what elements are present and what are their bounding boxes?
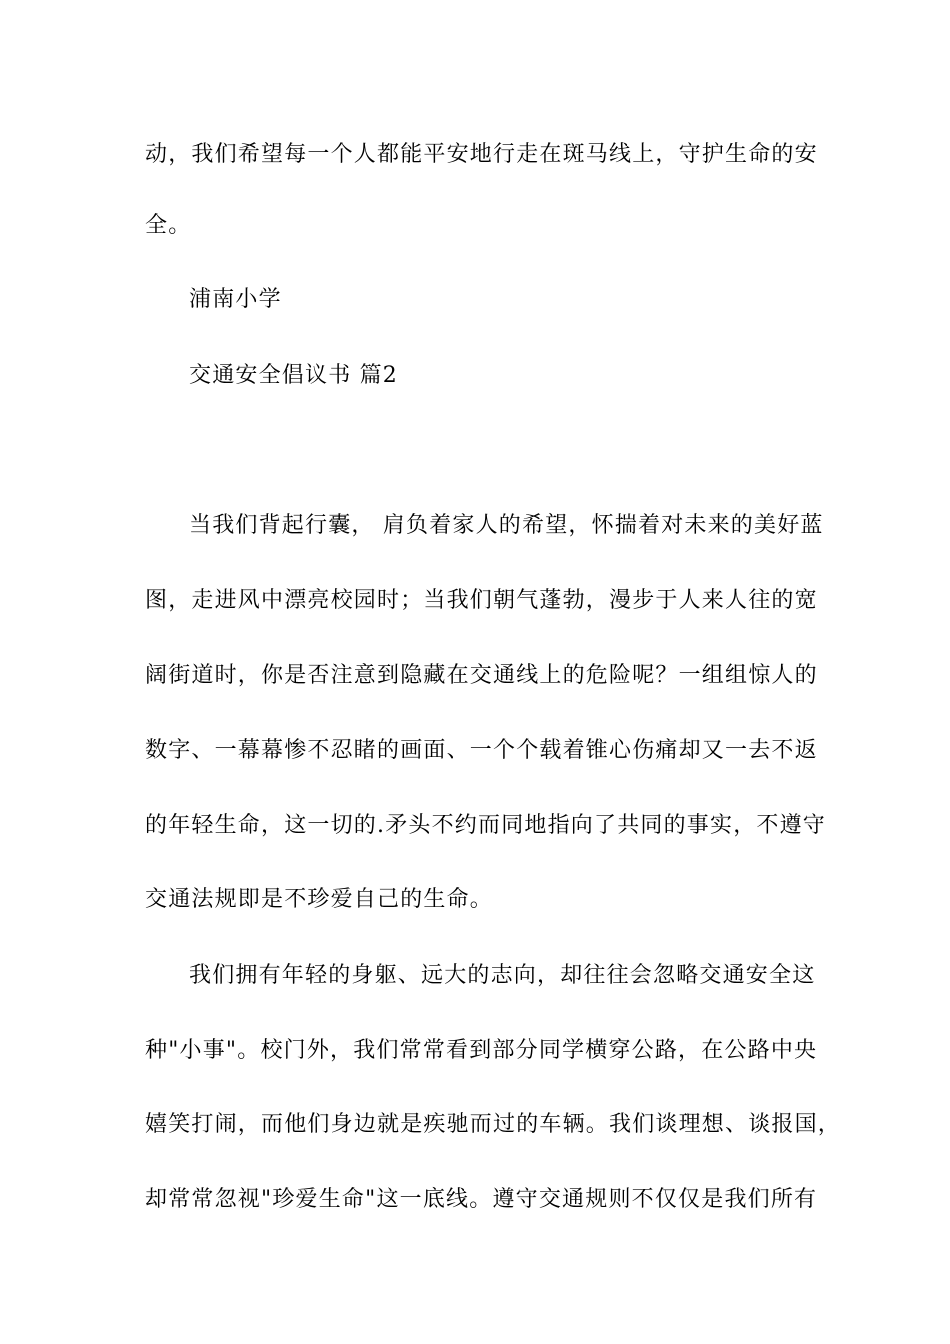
paragraph-line: 我们拥有年轻的身躯、远大的志向，却往往会忽略交通安全这 (189, 963, 816, 988)
paragraph-line: 全。 (145, 213, 192, 238)
paragraph-line: 的年轻生命，这一切的.矛头不约而同地指向了共同的事实，不遵守 (145, 813, 826, 838)
paragraph-line: 却常常忽视"珍爱生命"这一底线。遵守交通规则不仅仅是我们所有 (145, 1187, 818, 1212)
paragraph-line: 动，我们希望每一个人都能平安地行走在斑马线上，守护生命的安 (145, 142, 818, 167)
paragraph-line: 当我们背起行囊， 肩负着家人的希望，怀揣着对未来的美好蓝 (189, 513, 824, 538)
section-title: 交通安全倡议书 篇2 (189, 363, 398, 388)
paragraph-line: 数字、一幕幕惨不忍睹的画面、一个个载着锥心伤痛却又一去不返 (145, 738, 818, 763)
paragraph-line: 阔街道时，你是否注意到隐藏在交通线上的危险呢？一组组惊人的 (145, 663, 818, 688)
paragraph-line: 图，走进风中漂亮校园时；当我们朝气蓬勃，漫步于人来人往的宽 (145, 588, 818, 613)
paragraph-line: 种"小事"。校门外，我们常常看到部分同学横穿公路，在公路中央 (145, 1038, 818, 1063)
paragraph-line: 交通法规即是不珍爱自己的生命。 (145, 887, 494, 912)
school-signature: 浦南小学 (189, 287, 282, 312)
paragraph-line: 嬉笑打闹，而他们身边就是疾驰而过的车辆。我们谈理想、谈报国， (145, 1112, 842, 1137)
